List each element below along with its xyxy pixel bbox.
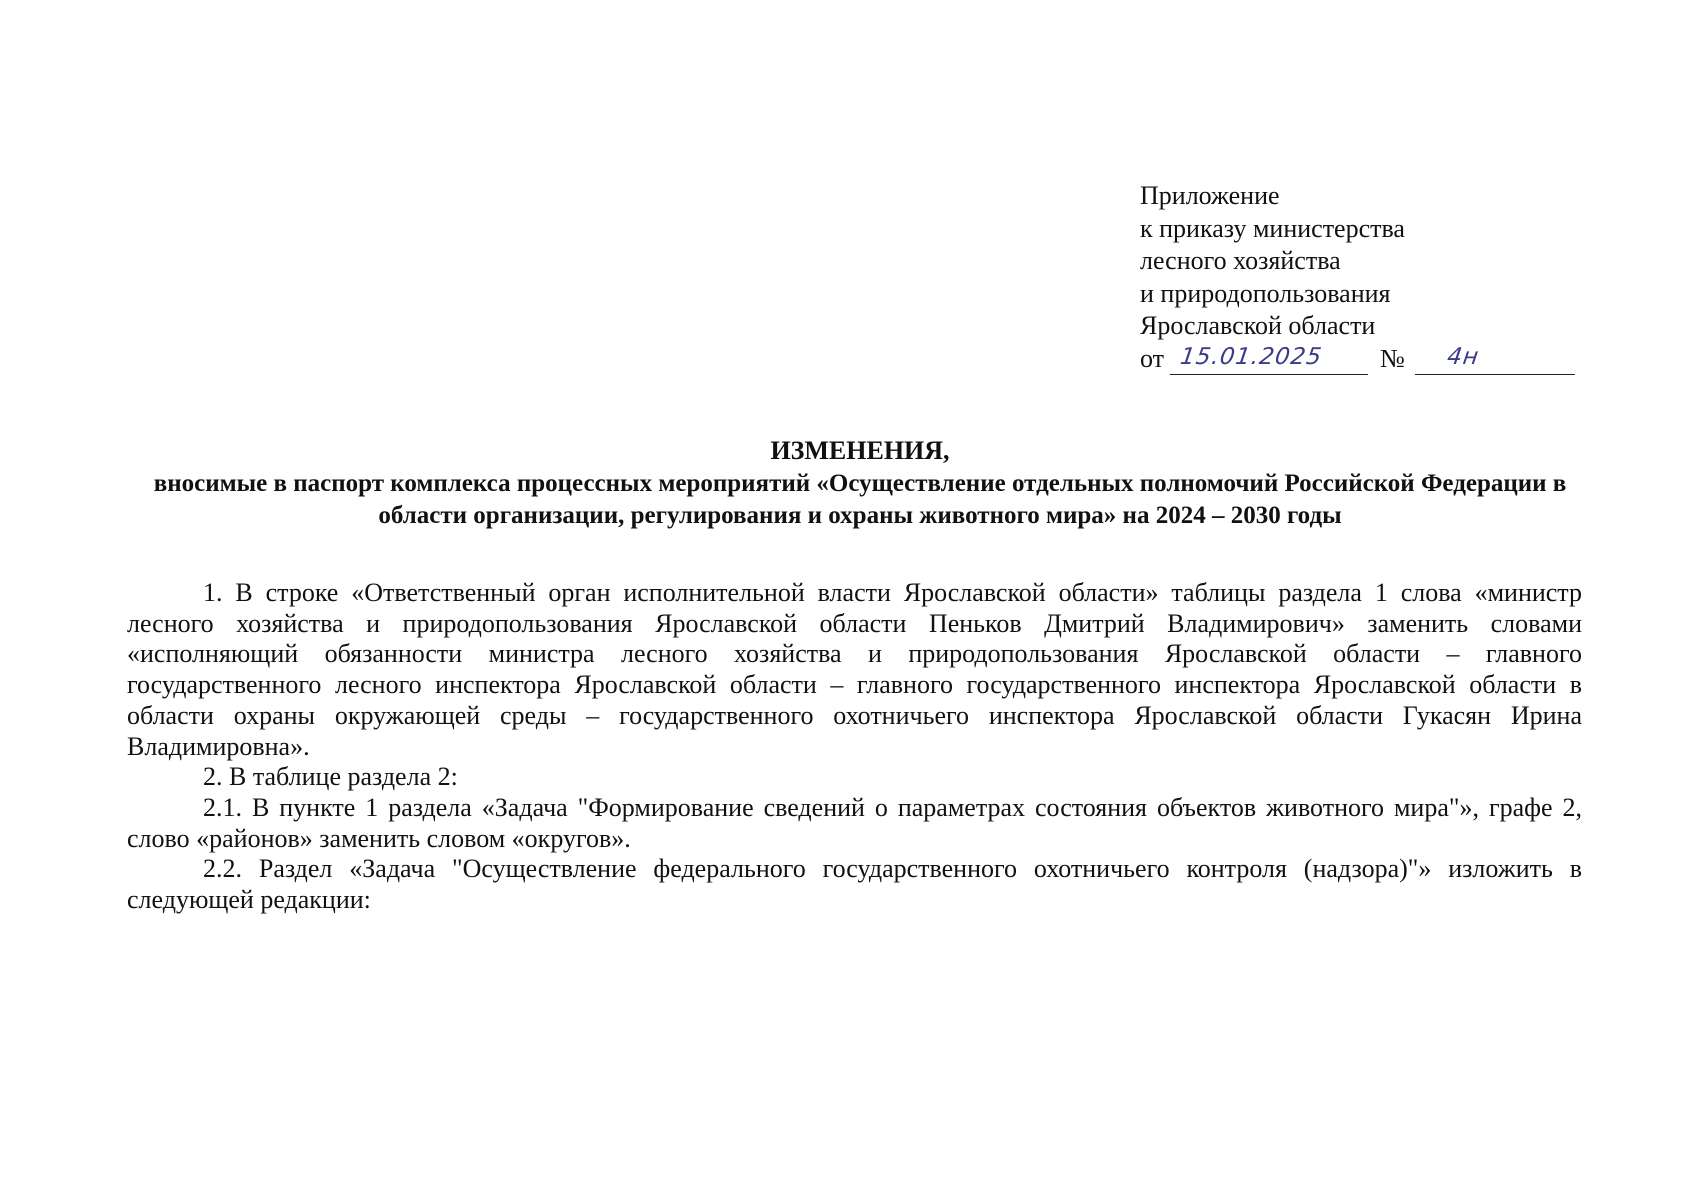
appendix-line: к приказу министерства <box>1140 213 1405 243</box>
document-body <box>127 578 1582 916</box>
handwritten-order-date: 15.01.2025 <box>1170 344 1372 375</box>
handwritten-order-number: 4н <box>1415 344 1579 375</box>
number-sign: № <box>1380 343 1405 373</box>
document-subtitle: вносимые в паспорт комплекса процессных мероприятий «Осуществление отдельных полномочий Российской Федерации в области организации, регулирования и охраны животного мира» на 2024 – 2030 годы <box>153 470 1567 529</box>
document-title: ИЗМЕНЕНИЯ, <box>770 436 950 465</box>
body-paragraph: 2.1. В пункте 1 раздела «Задача "Формирование сведений о параметрах состояния объектов животного мира"», графе 2, слово «районов» заменить словом «округов». <box>127 792 1582 853</box>
appendix-block <box>1140 180 1577 375</box>
body-paragraph: 2.2. Раздел «Задача "Осуществление федерального государственного охотничьего контроля (надзора)"» изложить в следующей редакции: <box>127 854 1582 915</box>
date-prefix: от <box>1140 343 1165 373</box>
order-date-number-row <box>1140 343 1577 376</box>
appendix-line: Ярославской области <box>1140 311 1376 340</box>
appendix-line: и природопользования <box>1140 278 1391 308</box>
body-paragraph: 1. В строке «Ответственный орган исполнительной власти Ярославской области» таблицы раздела 1 слова «министр лесного хозяйства и природопользования Ярославской области Пеньков Дмитрий Владимирович» заменить словами «исполняющий обязанности министра лесного хозяйства и природопользования Ярославской области – главного государственного лесного инспектора Ярославской области – главного государственного инспектора Ярославской области в области охраны окружающей среды – государственного охотничьего инспектора Ярославской области Гукасян Ирина Владимировна». <box>127 578 1582 761</box>
appendix-line: лесного хозяйства <box>1140 246 1341 275</box>
body-paragraph: 2. В таблице раздела 2: <box>203 762 458 792</box>
document-title-block <box>140 434 1580 532</box>
appendix-line: Приложение <box>1140 181 1280 210</box>
